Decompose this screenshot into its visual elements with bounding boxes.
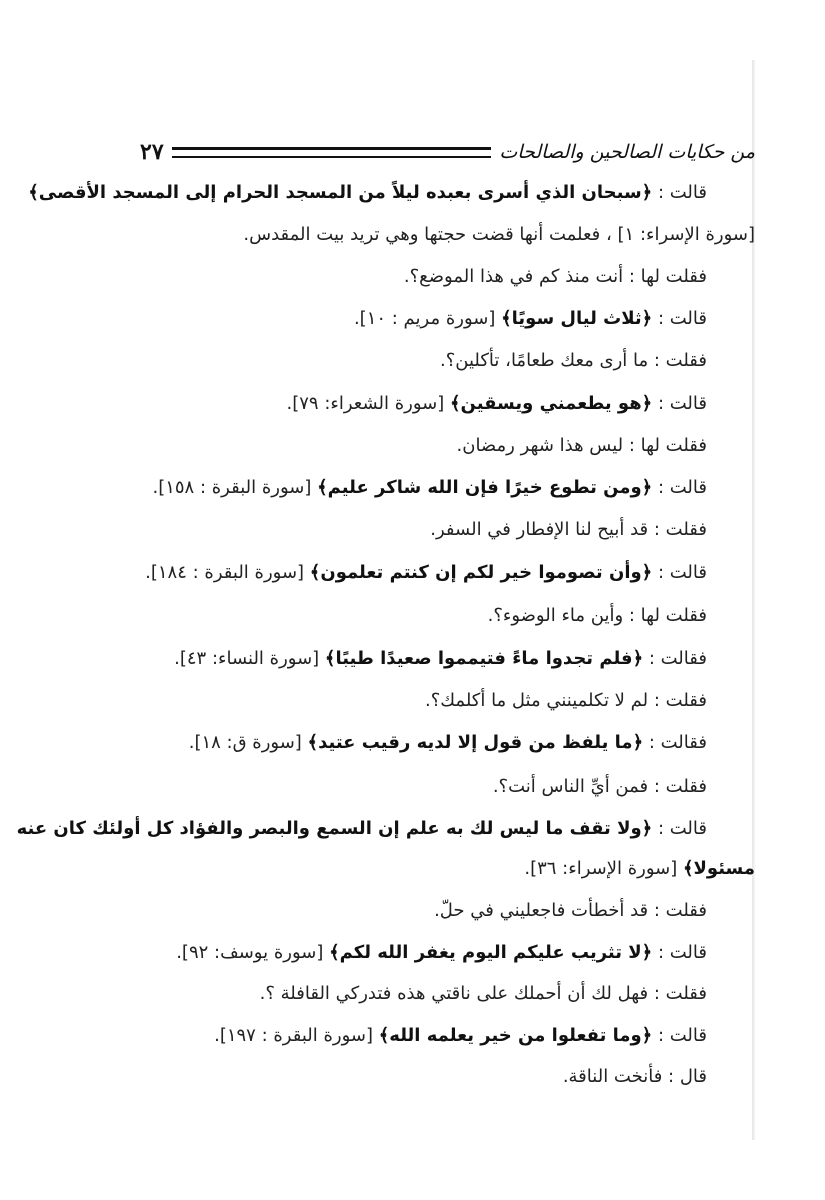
text-line: فقالت : ﴿فلم تجدوا ماءً فتيمموا صعيدًا طيبًا﴾ [سورة النساء: ٤٣]. bbox=[174, 648, 707, 669]
text-line: [سورة الإسراء: ١] ، فعلمت أنها قضت حجتها وهي تريد بيت المقدس. bbox=[243, 224, 755, 245]
text-line: فقلت : قد أبيح لنا الإفطار في السفر. bbox=[430, 519, 707, 540]
text-line: فقلت : فمن أيِّ الناس أنت؟. bbox=[492, 776, 707, 797]
text-line: مسئولا﴾ [سورة الإسراء: ٣٦]. bbox=[524, 858, 755, 879]
text-line: فقلت لها : أنت منذ كم في هذا الموضع؟. bbox=[403, 266, 707, 287]
text-line: فقلت : ما أرى معك طعامًا، تأكلين؟. bbox=[439, 350, 707, 371]
running-header-title: من حكايات الصالحين والصالحات bbox=[499, 141, 755, 163]
text-line: قالت : ﴿وما تفعلوا من خير يعلمه الله﴾ [سورة البقرة : ١٩٧]. bbox=[214, 1025, 707, 1046]
text-line: قالت : ﴿لا تثريب عليكم اليوم يغفر الله لكم﴾ [سورة يوسف: ٩٢]. bbox=[176, 942, 707, 963]
text-line: قالت : ﴿ثلاث ليال سويًا﴾ [سورة مريم : ١٠]. bbox=[353, 308, 707, 329]
text-line: فقالت : ﴿ما يلفظ من قول إلا لديه رقيب عتيد﴾ [سورة ق: ١٨]. bbox=[188, 732, 707, 753]
text-line: فقلت : لم لا تكلمينني مثل ما أكلمك؟. bbox=[424, 690, 707, 711]
text-line: قالت : ﴿ومن تطوع خيرًا فإن الله شاكر عليم﴾ [سورة البقرة : ١٥٨]. bbox=[152, 477, 707, 498]
text-line: فقلت : قد أخطأت فاجعليني في حلّ. bbox=[434, 900, 707, 921]
text-line: قال : فأنخت الناقة. bbox=[562, 1066, 707, 1087]
text-line: قالت : ﴿وأن تصوموا خير لكم إن كنتم تعلمون﴾ [سورة البقرة : ١٨٤]. bbox=[145, 562, 707, 583]
text-line: فقلت : فهل لك أن أحملك على ناقتي هذه فتدركي القافلة ؟. bbox=[259, 983, 707, 1004]
text-line: فقلت لها : وأين ماء الوضوء؟. bbox=[487, 605, 707, 626]
text-line: فقلت لها : ليس هذا شهر رمضان. bbox=[456, 435, 707, 456]
text-line: قالت : ﴿سبحان الذي أسرى بعبده ليلاً من المسجد الحرام إلى المسجد الأقصى﴾ bbox=[28, 182, 707, 203]
text-line: قالت : ﴿ولا تقف ما ليس لك به علم إن السمع والبصر والفؤاد كل أولئك كان عنه bbox=[16, 818, 707, 839]
text-line: قالت : ﴿هو يطعمني ويسقين﴾ [سورة الشعراء: ٧٩]. bbox=[286, 393, 707, 414]
page-number: ٢٧ bbox=[140, 139, 164, 165]
